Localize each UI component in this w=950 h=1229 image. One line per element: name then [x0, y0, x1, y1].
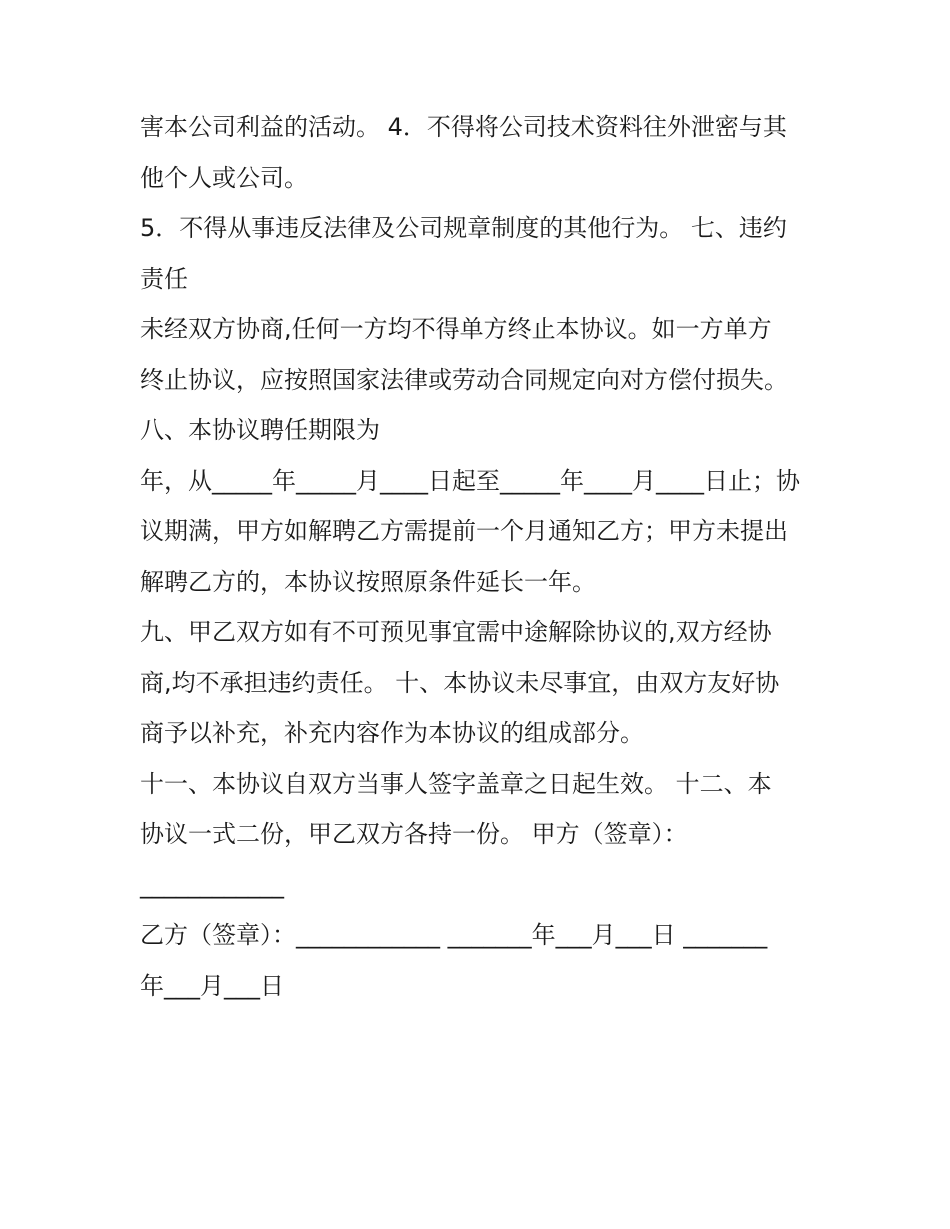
text-line: 5．不得从事违反法律及公司规章制度的其他行为。 七、违约 — [140, 214, 787, 242]
term-dates-line: 年，从_____年_____月____日起至_____年____月____日止；协 — [140, 466, 800, 495]
text-line: 终止协议，应按照国家法律或劳动合同规定向对方偿付损失。 — [140, 365, 788, 394]
text-line: 议期满，甲方如解聘乙方需提前一个月通知乙方；甲方未提出 — [140, 517, 788, 545]
party-a-signature-blank: ____________ — [140, 870, 284, 899]
text-line: 他个人或公司。 — [140, 163, 308, 192]
text-line: 十一、本协议自双方当事人签字盖章之日起生效。 十二、本 — [140, 769, 772, 798]
party-b-signature-line: 乙方（签章）：____________ _______年___月___日 _______ — [140, 921, 768, 949]
text-line: 解聘乙方的，本协议按照原条件延长一年。 — [140, 567, 596, 596]
text-line: 未经双方协商,任何一方均不得单方终止本协议。如一方单方 — [140, 315, 772, 343]
text-line: 责任 — [140, 264, 188, 293]
text-line: 害本公司利益的活动。 4．不得将公司技术资料往外泄密与其 — [140, 113, 787, 141]
text-line: 商予以补充，补充内容作为本协议的组成部分。 — [140, 719, 644, 747]
term-heading: 八、本协议聘任期限为 — [140, 416, 380, 444]
party-a-signature-label: 协议一式二份，甲乙双方各持一份。 甲方（签章）： — [140, 820, 688, 848]
contract-text — [140, 102, 830, 1011]
text-line: 商,均不承担违约责任。 十、本协议未尽事宜，由双方友好协 — [140, 668, 780, 697]
signature-date-line: 年___月___日 — [140, 971, 284, 1000]
text-line: 九、甲乙双方如有不可预见事宜需中途解除协议的,双方经协 — [140, 618, 772, 646]
